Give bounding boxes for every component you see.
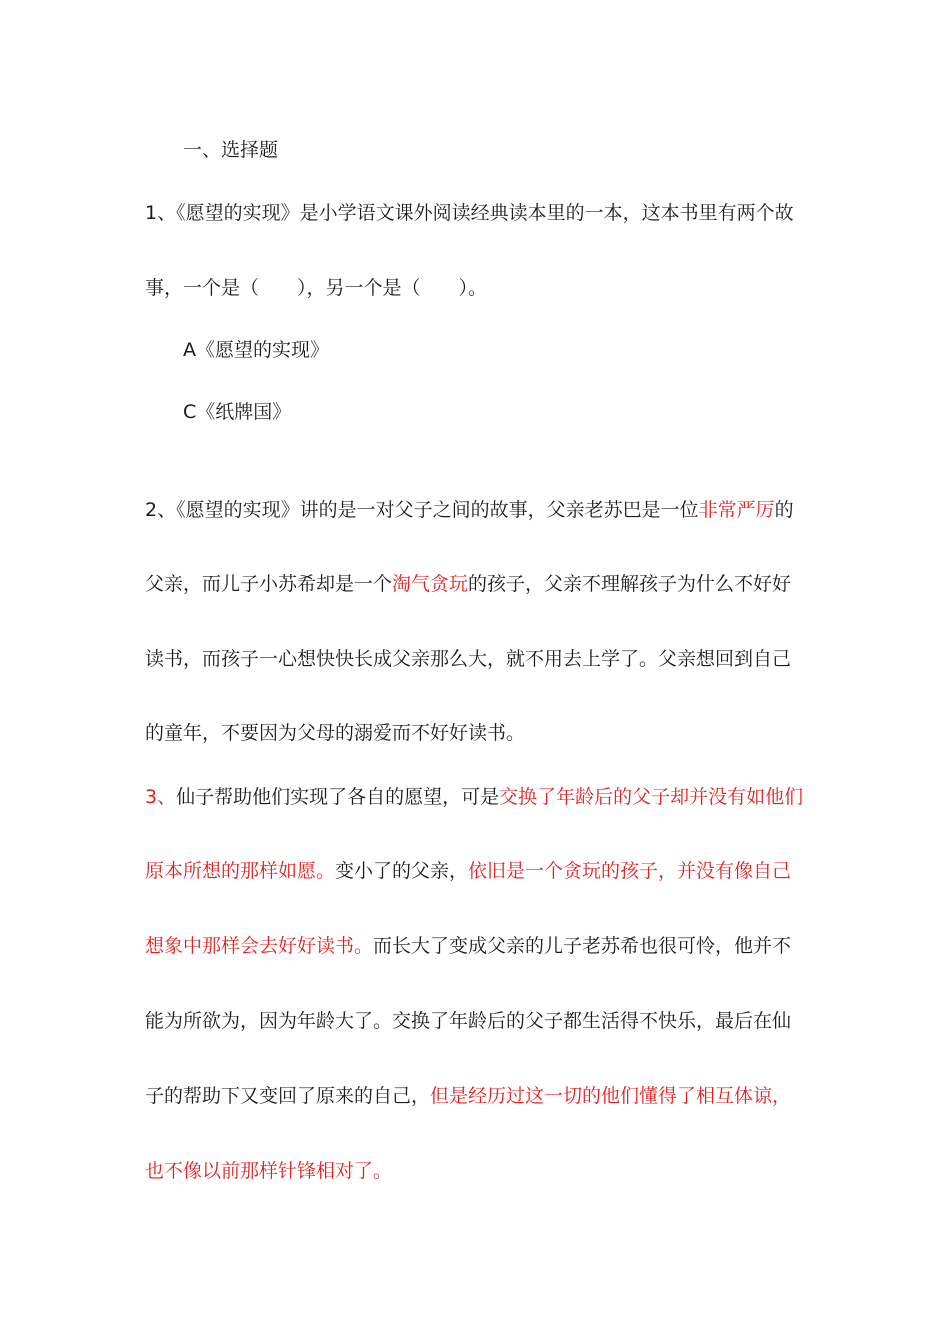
q3-highlight: 交换了年龄后的父子却并没有如他们 (499, 786, 804, 808)
q3-line-4: 能为所欲为，因为年龄大了。交换了年龄后的父子都生活得不快乐，最后在仙 (145, 1010, 792, 1032)
q2-text: 2、《愿望的实现》讲的是一对父子之间的故事，父亲老苏巴是一位 (145, 499, 699, 521)
q3-line-6: 也不像以前那样针锋相对了。 (145, 1160, 393, 1182)
q3-highlight: 原本所想的那样如愿。 (145, 860, 336, 882)
q3-text: 变小了的父亲， (335, 860, 469, 882)
q1-line-1: 1、《愿望的实现》是小学语文课外阅读经典读本里的一本，这本书里有两个故 (145, 202, 794, 224)
q2-line-4: 的童年，不要因为父母的溺爱而不好好读书。 (145, 722, 526, 744)
q2-text: 的 (774, 499, 794, 521)
q3-line-5 (145, 1083, 791, 1109)
q3-highlight: 但是经历过这一切的他们懂得了相互体谅， (430, 1085, 792, 1107)
q3-highlight: 想象中那样会去好好读书。 (145, 935, 374, 957)
q3-text: 子的帮助下又变回了原来的自己， (145, 1085, 431, 1107)
q2-line-1 (145, 497, 794, 523)
q2-line-3: 读书，而孩子一心想快快长成父亲那么大，就不用去上学了。父亲想回到自己 (145, 648, 792, 670)
q2-line-2 (145, 571, 791, 597)
q3-text: 而长大了变成父亲的儿子老苏希也很可怜，他并不 (373, 935, 792, 957)
q3-line-3 (145, 933, 791, 959)
q1-line-2: 事，一个是（ ），另一个是（ ）。 (145, 277, 488, 299)
q3-line-2 (145, 858, 791, 884)
q1-option-a: A《愿望的实现》 (183, 339, 329, 361)
section-title: 一、选择题 (183, 139, 279, 161)
q2-text: 父亲，而儿子小苏希却是一个 (145, 573, 393, 595)
q3-text: 仙子帮助他们实现了各自的愿望，可是 (176, 786, 500, 808)
q3-number: 3、 (145, 786, 177, 808)
q3-line-1 (145, 784, 803, 810)
q3-highlight: 依旧是一个贪玩的孩子，并没有像自己 (468, 860, 792, 882)
q2-highlight: 非常严厉 (698, 499, 775, 521)
q1-option-c: C《纸牌国》 (183, 401, 292, 423)
q2-highlight: 淘气贪玩 (392, 573, 469, 595)
q2-text: 的孩子，父亲不理解孩子为什么不好好 (468, 573, 792, 595)
